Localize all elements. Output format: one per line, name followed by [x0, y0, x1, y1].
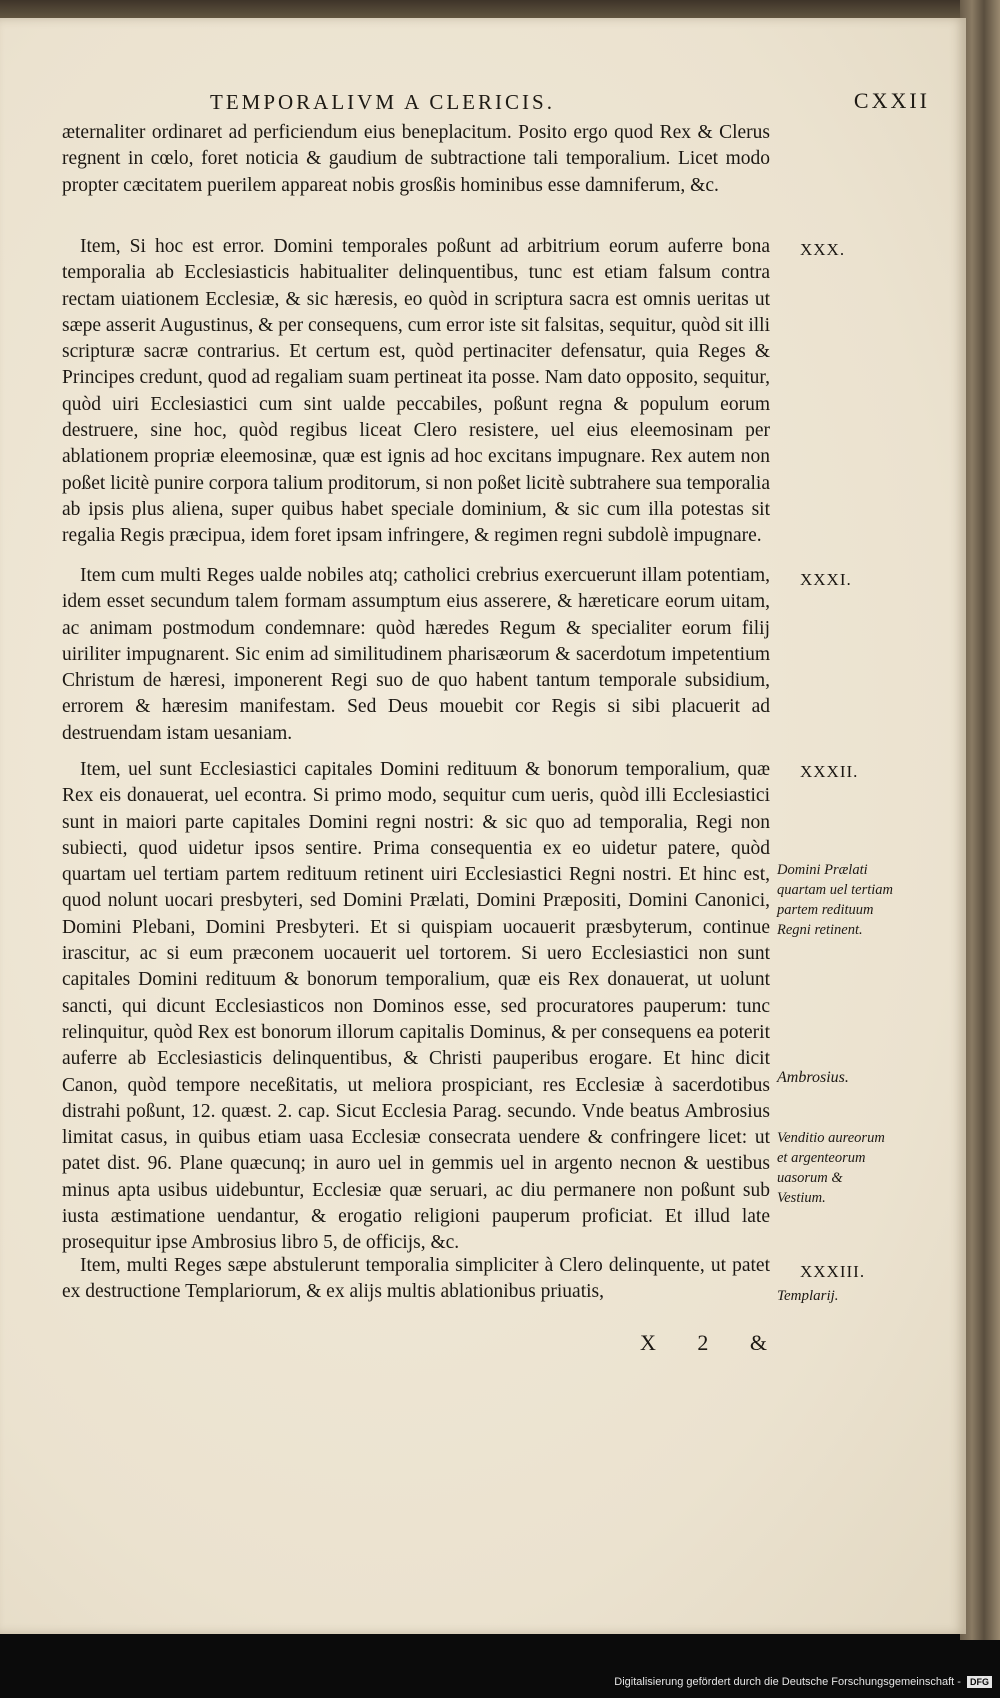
- credit-text: Digitalisierung gefördert durch die Deutsche Forschungsgemeinschaft -: [614, 1676, 961, 1688]
- book-page-edges: [960, 0, 1000, 1640]
- dfg-logo-icon: DFG: [967, 1676, 992, 1688]
- paragraph-xxxiii: [62, 1253, 770, 1306]
- section-numeral-xxx: XXX.: [800, 240, 846, 259]
- marginal-note-templarij: Templarij.: [777, 1288, 839, 1304]
- paragraph-xxxi: [62, 563, 770, 747]
- folio-number: CXXII: [853, 88, 930, 113]
- paragraph-text: Item, uel sunt Ecclesiastici capitales Domini redituum & bonorum temporalium, quæ Rex eis donauerat, uel econtra. Si primo modo, sequitur cum ueris, quòd illi Ecclesiastici sunt in maiori parte capitales Domini regni nostri: & sic quo ad temporalia, Regi non subiecti, quod uidetur ipsos sentire. Prima consequentia ex eo uidetur patere, quòd quartam uel tertiam partem redituum retinent uiri Ecclesiastici Regni nostri. Et hinc est, quod nolunt uocari presbyteri, sed Domini Prælati, Domini Præpositi, Domini Canonici, Domini Plebani, Domini Presbyteri. Et si quispiam uocauerit præsbyterum, continue irascitur, ac si eum præconem uocauerit uel tortorem. Si uero Ecclesiastici non sunt capitales Domini redituum & bonorum temporalium, quæ eis Rex donauerat, ut uolunt sancti, qui dicunt Ecclesiasticos non Dominos esse, sed procuratores pauperum: tunc relinquitur, quòd Rex est bonorum illorum capitalis Dominus, & per consequens ea poterit auferre ab Ecclesiasticis delinquentibus, & Christi pauperibus erogare. Et hinc dicit Canon, quòd tempore neceßitatis, ut meliora prospiciant, res Ecclesiæ à sacerdotibus distrahi poßunt, 12. quæst. 2. cap. Sicut Ecclesia Parag. secundo. Vnde beatus Ambrosius limitat casus, in quibus etiam uasa Ecclesiæ consecrata uendere & confringere licet: ut patet dist. 96. Plane quæcunq; in auro uel in gemmis uel in argento necnon & uestibus minus apta usibus uidebuntur, Ecclesiæ quæ seruari, ac diu permanere non poßunt sub iusta æstimatione uendantur, & erogatio religioni pauperum proficiat. Et illud late prosequitur ipse Ambrosius libro 5, de officijs, &c.: [62, 759, 770, 1254]
- section-numeral-xxxii: XXXII.: [800, 762, 859, 781]
- digitization-credit: [614, 1676, 992, 1688]
- marginal-note-ambrosius: Ambrosius.: [777, 1069, 849, 1086]
- paragraph-xxxii: [62, 757, 770, 1257]
- paragraph-text: Item cum multi Reges ualde nobiles atq; catholici crebrius exercuerunt illam potentiam, idem esset secundum talem formam assumptum eius asserere, & hæreticare eorum uitam, ac animam postmodum condemnare: quòd hæredes Regum & specialiter eorum filij uiriliter impugnarent. Sic enim ad similitudinem pharisæorum & sacerdotum impetentium Christum de hæresi, imponerent Regi suo de quo habent tantum temporale subsidium, errorem & hæresim manifestam. Sed Deus mouebit cor Regis si sibi placuerit ad destruendam istam uesaniam.: [62, 565, 770, 744]
- section-numeral-xxxi: XXXI.: [800, 570, 852, 589]
- marginal-note-venditio: Venditio aureorum et argenteorum uasorum & Vestium.: [777, 1130, 885, 1206]
- running-head: [210, 78, 930, 118]
- paragraph-text: Item, multi Reges sæpe abstulerunt temporalia simpliciter à Clero delinquente, ut patet ex destructione Templariorum, & ex alijs multis ablationibus priuatis,: [62, 1255, 770, 1303]
- paragraph-text: Item, Si hoc est error. Domini temporales poßunt ad arbitrium eorum auferre bona temporalia ab Ecclesiasticis habitualiter delinquentibus, tunc est etiam falsum contra rectam uiationem Ecclesiæ, & sic hæresis, eo quòd in scriptura sacra est omnis ueritas ut sæpe asserit Augustinus, & per consequens, cum error iste sit falsitas, sequitur, quòd sit illi scripturæ sacræ contrarius. Et certum est, quòd pertinaciter defensatur, quia Reges & Principes credunt, quod ad regaliam suam pertineat ita posse. Nam dato opposito, sequitur, quòd uiri Ecclesiastici cum sint ualde peccabiles, poßunt regna & populum eorum destruere, sine hoc, quòd regibus liceat Clero resistere, uel eius eleemosinam per ablationem propriæ eleemosinæ, quæ est ignis ad hoc excitans impugnare. Rex autem non poßet licitè punire corpora talium proditorum, si non poßet licitè subtrahere sua temporalia ab ipsis plus aliena, super quibus habet speciale dominium, & sic cum illa potestas sit regalia Regis præcipua, idem foret ipsam infringere, & regimen regni subdolè impugnare.: [62, 236, 770, 547]
- signature-mark: X 2 &: [640, 1330, 785, 1355]
- paragraph-continuation: [62, 120, 770, 199]
- marginal-note-domini-praelati: Domini Prælati quartam uel tertiam partem redituum Regni retinent.: [777, 862, 893, 938]
- paragraph-xxx: [62, 234, 770, 550]
- running-head-title: TEMPORALIVM A CLERICIS.: [210, 90, 555, 114]
- section-numeral-xxxiii: XXXIII.: [800, 1262, 866, 1281]
- paragraph-text: æternaliter ordinaret ad perficiendum eius beneplacitum. Posito ergo quod Rex & Clerus regnent in cœlo, foret noticia & gaudium de subtractione tali temporalium. Licet modo propter cæcitatem puerilem appareat nobis grosßis hominibus esse damniferum, &c.: [62, 122, 770, 196]
